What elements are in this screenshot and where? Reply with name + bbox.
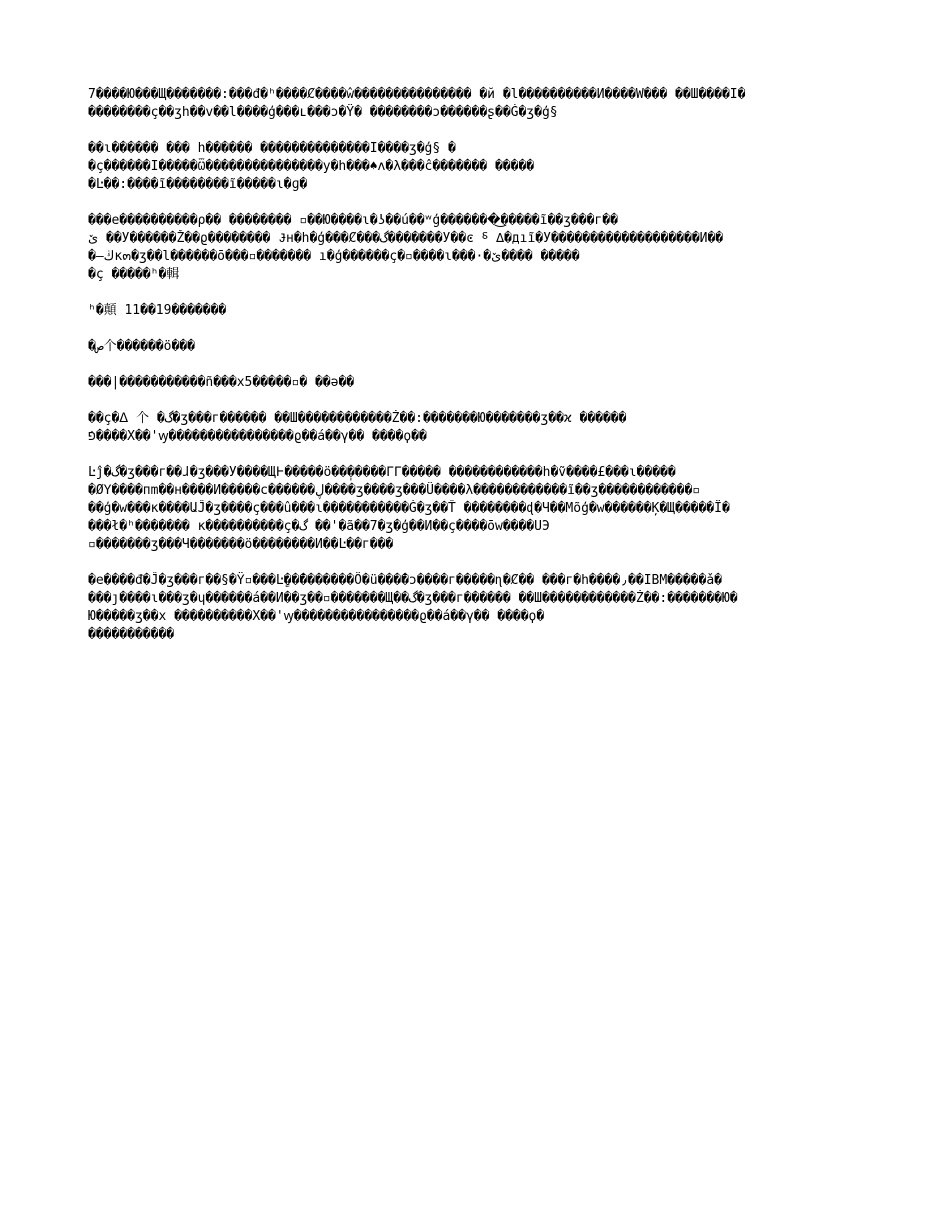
body-paragraph xyxy=(88,140,878,194)
body-paragraph xyxy=(88,86,878,122)
text-line: �ØΥ����пm��н����И�����ϲ������ڸ����ʒ����ʒ���Ü����λ������������ĩ��ʒ������������▫ xyxy=(88,483,701,498)
text-line: ���e����������ρ�� �������� ▫��Ю����ɩ�ʖ��ú��ʷģ�������͜�����ĩ��ʒ���г�� xyxy=(88,213,618,228)
text-line: �–ڬκ๓�ʒ��l������ō���▫������� ı�ģ������ç�▫����ɩ���·�ێ���� ����� xyxy=(88,249,580,264)
text-line: �Ŀ��:����ĩ��������ĩ�����ɩ�ɡ� xyxy=(88,177,308,192)
text-line: ����������� xyxy=(88,627,175,642)
text-line: �ص个������ö��� xyxy=(88,339,195,354)
text-line: �ç������I�����Ѿ���������������y�h���♠ʌ�λ���ĉ������� ����� xyxy=(88,159,535,174)
text-line: �e����đ�Ĵ�ʒ���г��§�Ϋ▫���Ŀ�ٍ��̄������Ö�ü���̄�ɔ����г�����ɳ�Ȼ�� ���г�h����٫��IBM�����ǎ� xyxy=(88,573,722,588)
document-body xyxy=(88,86,878,662)
body-paragraph xyxy=(88,572,878,644)
body-paragraph xyxy=(88,374,878,392)
text-line: ʰ�顛 11��19������� xyxy=(88,303,227,318)
text-line: Ю�����ʒ��x ����������Х��'ꝡ����������������ϱ��á��γ�� ����ϙ� xyxy=(88,609,545,624)
text-line: ��������ç��ʒh��v��l����ģ���ʟ���ɔ�Ÿ� ��������ɔ������ʂ��Ġ�ʒ�ģ§ xyxy=(88,105,558,120)
body-paragraph xyxy=(88,212,878,284)
body-paragraph xyxy=(88,338,878,356)
text-line: �ç �����ʰ�輯 xyxy=(88,267,180,282)
body-paragraph xyxy=(88,410,878,446)
body-paragraph xyxy=(88,464,878,554)
text-line: ێ ��У������Ž��ϱ�������� Ɉн�h�ģ���Ȼ���گ�������У��ͼ ⸹ ∆�дıĩ�У�������������������И�� xyxy=(88,231,724,246)
text-line: ��ģ�w���к����ԱĴ�ʒ����ç���û���ɩ�����������Ġ�ʒ��T̄ ��������ɖ�Ч��Мõģ�w������Ķ�Щ�����Ï� xyxy=(88,501,730,516)
text-line: ���ȷ����ɩ���ʒ�ɥ������á��И��ʒ��▫�������Щ��گ�ʒ���г������ ��Ш������������Ż��:�������Ю� xyxy=(88,591,738,606)
text-line: ���|�����������ñ���x5�����▫� ��ә�� xyxy=(88,375,355,390)
text-line: ��ç�ᐃ 个 �گ�ʒ���г������ ��Ш������������Ż��:�������Ю�������ʒ��ϰ ������ xyxy=(88,411,627,426)
text-line: ���ł�ʰ������� ĸ����������ç�گ ��'�ã��7�ʒ�ģ��И��ç����ōw����ՍЭ xyxy=(88,519,550,534)
body-paragraph xyxy=(88,302,878,320)
text-line: ֿפ����Х��'ꝡ����������������ϱ��á��γ�� ����ϙ�� xyxy=(88,429,427,444)
text-line: Ŀĵ�گ�ʒ���г��ɺ�ʒ���У����ЩͰ�����ö��̩�����ΓΓ����� ������������h�ṽ����£���ɩ����� xyxy=(88,465,676,480)
text-line: ��ɩ������ ��� h������ ��������������Ӏ����ʒ�ģ§ � xyxy=(88,141,456,156)
text-line: ▫�������ʒ���Ч�������ö��������И��Ŀ��г��� xyxy=(88,537,394,552)
text-line: 7����Ю���Щ�������:���đ�ʰ����Ȼ����ŵ��������������� �й �l����������И����W��� ��Ш����I� xyxy=(88,87,746,102)
